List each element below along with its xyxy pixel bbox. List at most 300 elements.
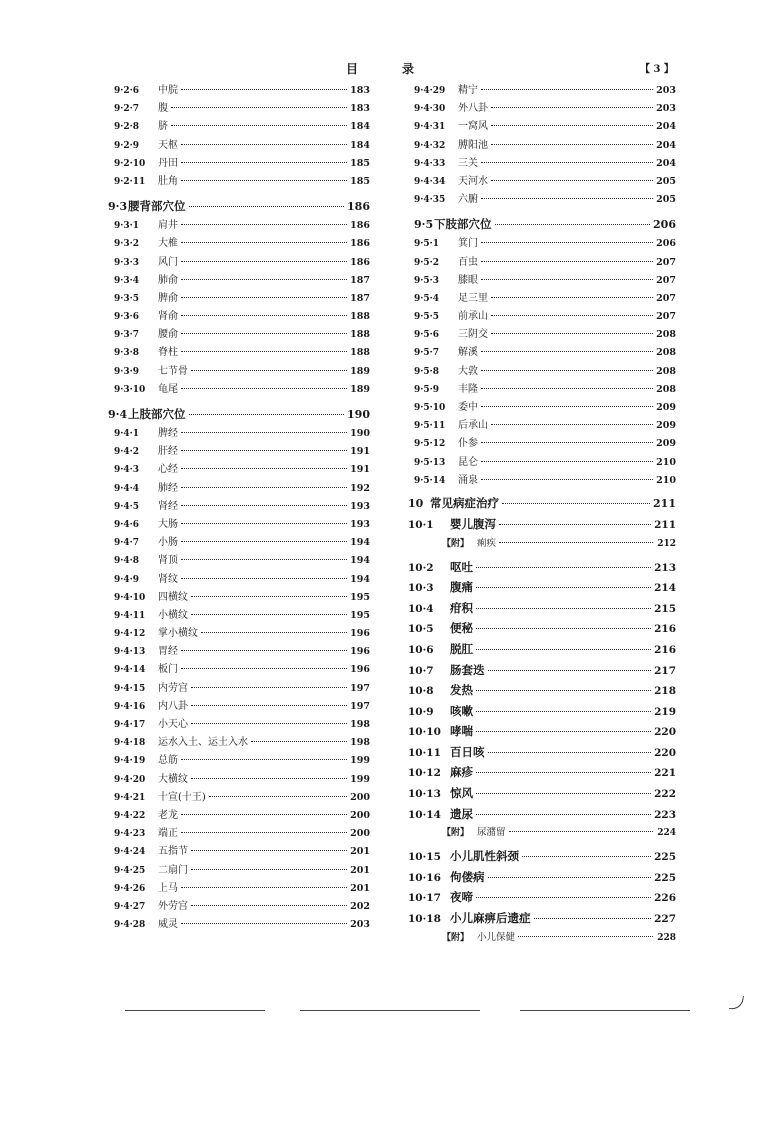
- toc-entry[interactable]: [108, 607, 370, 625]
- toc-entry-title: 大横纹: [158, 773, 188, 785]
- toc-entry-page: 196: [350, 646, 370, 658]
- toc-entry[interactable]: [408, 783, 676, 804]
- toc-entry-title: 仆参: [458, 438, 478, 450]
- toc-entry[interactable]: [408, 363, 676, 381]
- toc-entry-number: 9·3·6: [114, 312, 140, 323]
- toc-entry-number: 9·4·32: [414, 140, 446, 151]
- toc-entry-page: 187: [350, 292, 370, 304]
- toc-entry-number: 10·12: [408, 767, 441, 780]
- toc-entry-title: 昆仑: [458, 456, 478, 468]
- toc-entry-number: 9·3·3: [114, 257, 140, 268]
- toc-entry-number: 9·4·11: [114, 610, 146, 621]
- toc-leader-dots: [201, 632, 347, 633]
- toc-entry-title: 小肠: [158, 537, 178, 549]
- toc-entry-number: 10·15: [408, 851, 441, 864]
- toc-entry-page: 200: [350, 809, 370, 821]
- toc-entry-page: 201: [350, 882, 370, 894]
- toc-entry-number: 10·8: [408, 685, 434, 698]
- toc-leader-dots: [181, 541, 347, 542]
- toc-entry[interactable]: [108, 752, 370, 770]
- toc-entry-page: 199: [350, 755, 370, 767]
- toc-entry-number: 10·5: [408, 623, 434, 636]
- toc-entry[interactable]: [108, 326, 370, 344]
- toc-entry-page: 208: [656, 347, 676, 359]
- toc-leader-dots: [488, 752, 652, 753]
- toc-entry-number: 9·3·4: [114, 275, 140, 286]
- toc-leader-dots: [191, 370, 347, 371]
- toc-leader-dots: [476, 628, 651, 629]
- toc-entry[interactable]: [408, 82, 676, 100]
- toc-entry-number: 10·7: [408, 664, 434, 677]
- toc-entry-title: 小天心: [158, 719, 188, 730]
- toc-entry-number: 9·4·31: [414, 122, 446, 133]
- toc-entry-title: 婴儿腹泻: [450, 516, 496, 531]
- toc-entry-title: 解溪: [458, 347, 478, 359]
- toc-entry[interactable]: [108, 100, 370, 118]
- toc-entry[interactable]: [108, 680, 370, 698]
- toc-entry-number: 9·4·29: [414, 86, 446, 96]
- toc-entry[interactable]: [408, 639, 676, 660]
- toc-leader-dots: [181, 450, 347, 451]
- toc-entry-number: 9·4·30: [414, 104, 446, 115]
- toc-entry[interactable]: [408, 577, 676, 598]
- toc-leader-dots: [481, 461, 653, 462]
- toc-entry[interactable]: [408, 272, 676, 290]
- toc-entry-number: 9·3·7: [114, 330, 140, 341]
- toc-leader-dots: [481, 261, 653, 262]
- toc-entry[interactable]: [108, 403, 370, 425]
- toc-entry[interactable]: [408, 454, 676, 472]
- toc-entry-title: 龟尾: [158, 383, 178, 395]
- toc-leader-dots: [481, 279, 653, 280]
- toc-leader-dots: [181, 224, 347, 225]
- toc-entry-page: 193: [350, 500, 370, 512]
- toc-leader-dots: [495, 224, 651, 225]
- toc-entry-number: 9·3·9: [114, 366, 140, 377]
- toc-entry[interactable]: [408, 235, 676, 253]
- toc-entry-title: 十宣(十王): [158, 791, 206, 803]
- toc-leader-dots: [191, 850, 347, 851]
- toc-entry-title: 三关: [458, 157, 478, 169]
- toc-entry[interactable]: [408, 908, 676, 929]
- toc-entry[interactable]: [408, 191, 676, 209]
- toc-entry-page: 208: [656, 365, 676, 377]
- toc-entry-number: 9·5·5: [414, 312, 440, 323]
- toc-entry-number: 10·4: [408, 602, 434, 615]
- toc-entry-title: 肺俞: [158, 274, 178, 286]
- toc-entry[interactable]: [108, 789, 370, 807]
- toc-entry-title: 二扇门: [158, 864, 188, 876]
- toc-entry-number: 10·1: [408, 518, 434, 531]
- toc-entry-title: 麻疹: [450, 765, 473, 780]
- toc-entry-page: 205: [656, 194, 676, 206]
- toc-entry[interactable]: [108, 916, 370, 934]
- toc-entry-title: 心经: [158, 464, 178, 476]
- toc-leader-dots: [181, 279, 347, 280]
- toc-entry-page: 214: [654, 582, 676, 595]
- toc-entry[interactable]: [408, 118, 676, 136]
- toc-entry-number: 9·2·6: [114, 86, 140, 96]
- toc-entry-title: 一窝风: [458, 121, 488, 133]
- toc-leader-dots: [181, 887, 347, 888]
- toc-entry-title: 肚角: [158, 175, 178, 187]
- toc-leader-dots: [476, 711, 651, 712]
- toc-entry[interactable]: [408, 846, 676, 867]
- toc-leader-dots: [481, 242, 653, 243]
- toc-entry-page: 220: [654, 746, 676, 759]
- toc-entry-title: 天枢: [158, 139, 178, 151]
- toc-entry[interactable]: [408, 824, 676, 846]
- toc-entry[interactable]: [408, 213, 676, 235]
- toc-entry-page: 200: [350, 791, 370, 803]
- toc-entry[interactable]: [408, 344, 676, 362]
- toc-entry-number: 9·4·20: [114, 774, 146, 785]
- toc-entry[interactable]: [108, 716, 370, 734]
- toc-entry[interactable]: [108, 661, 370, 679]
- toc-entry-title: 小儿麻痹后遗症: [450, 911, 531, 926]
- toc-entry[interactable]: [408, 514, 676, 535]
- toc-entry-number: 10·9: [408, 705, 434, 718]
- toc-entry-title: 五指节: [158, 846, 188, 858]
- page-header: [0, 60, 759, 80]
- toc-entry[interactable]: [108, 589, 370, 607]
- toc-entry[interactable]: [108, 552, 370, 570]
- toc-entry-page: 189: [350, 365, 370, 377]
- toc-entry[interactable]: [108, 698, 370, 716]
- toc-entry-page: 225: [654, 871, 676, 884]
- toc-entry-title: 天河水: [458, 175, 488, 187]
- toc-entry-page: 188: [350, 311, 370, 323]
- toc-entry-page: 201: [350, 864, 370, 876]
- toc-entry[interactable]: [408, 326, 676, 344]
- toc-entry[interactable]: [108, 443, 370, 461]
- toc-entry-number: 9·4·18: [114, 738, 146, 749]
- toc-entry-title: 膝眼: [458, 274, 478, 286]
- toc-leader-dots: [476, 814, 651, 815]
- toc-entry-title: 内八卦: [158, 700, 188, 712]
- toc-entry[interactable]: [108, 344, 370, 362]
- toc-entry[interactable]: [108, 498, 370, 516]
- toc-entry-title: 胃经: [158, 646, 178, 658]
- toc-entry-page: 206: [656, 238, 676, 250]
- toc-entry-number: 10·6: [408, 643, 434, 656]
- toc-entry-page: 207: [656, 274, 676, 286]
- toc-entry-page: 223: [654, 808, 676, 821]
- toc-entry-title: 腹: [158, 103, 168, 115]
- toc-entry[interactable]: [408, 381, 676, 399]
- toc-entry[interactable]: [108, 425, 370, 443]
- toc-leader-dots: [181, 242, 347, 243]
- toc-entry-title: 腰俞: [158, 329, 178, 341]
- toc-leader-dots: [481, 89, 653, 90]
- toc-entry-number: 9·4·15: [114, 683, 146, 694]
- toc-entry-number: 9·4·27: [114, 901, 146, 912]
- toc-entry[interactable]: [408, 867, 676, 888]
- toc-leader-dots: [181, 487, 347, 488]
- toc-entry-page: 185: [350, 157, 370, 169]
- toc-entry-page: 191: [350, 464, 370, 476]
- toc-entry[interactable]: [408, 598, 676, 619]
- toc-entry-page: 227: [654, 913, 676, 926]
- toc-entry[interactable]: [108, 137, 370, 155]
- toc-entry-title: 运水入土、运土入水: [158, 737, 248, 749]
- toc-leader-dots: [481, 479, 653, 480]
- toc-entry[interactable]: [408, 290, 676, 308]
- toc-entry-page: 201: [350, 846, 370, 858]
- toc-entry-title: 后承山: [458, 420, 488, 432]
- toc-entry[interactable]: [108, 217, 370, 235]
- toc-leader-dots: [181, 559, 347, 560]
- toc-entry-page: 206: [653, 218, 676, 232]
- toc-entry-title: 外劳宫: [158, 900, 188, 912]
- toc-entry-title: 老龙: [158, 809, 178, 821]
- toc-entry-number: 9·4·24: [114, 847, 146, 858]
- toc-entry-page: 226: [654, 892, 676, 905]
- toc-entry-number: 10·17: [408, 892, 441, 905]
- toc-entry-title: 尿潴留: [477, 827, 506, 839]
- toc-entry[interactable]: [408, 100, 676, 118]
- toc-entry[interactable]: [408, 492, 676, 514]
- toc-entry-page: 200: [350, 828, 370, 840]
- toc-leader-dots: [181, 468, 347, 469]
- toc-entry[interactable]: [108, 308, 370, 326]
- toc-entry-title: 脐: [158, 121, 168, 133]
- toc-entry[interactable]: [108, 771, 370, 789]
- toc-entry-title: 肾俞: [158, 311, 178, 323]
- toc-entry[interactable]: [108, 862, 370, 880]
- toc-leader-dots: [191, 778, 347, 779]
- toc-entry[interactable]: [108, 643, 370, 661]
- toc-entry-title: 脊柱: [158, 347, 178, 359]
- toc-entry[interactable]: [408, 660, 676, 681]
- toc-leader-dots: [181, 505, 347, 506]
- toc-entry-page: 188: [350, 329, 370, 341]
- toc-entry[interactable]: [108, 807, 370, 825]
- toc-leader-dots: [491, 424, 653, 425]
- toc-entry-page: 194: [350, 555, 370, 567]
- toc-entry-number: 9·4·3: [114, 465, 140, 476]
- scan-artifact-line: [300, 1010, 480, 1011]
- toc-leader-dots: [476, 731, 651, 732]
- toc-entry-page: 196: [350, 664, 370, 676]
- toc-entry-page: 218: [654, 685, 676, 698]
- toc-entry-number: 9·5·12: [414, 439, 446, 450]
- toc-leader-dots: [181, 668, 347, 669]
- toc-entry[interactable]: [108, 480, 370, 498]
- toc-entry[interactable]: [408, 254, 676, 272]
- toc-entry-title: 肝经: [158, 446, 178, 458]
- toc-entry-title: 咳嗽: [450, 703, 473, 718]
- toc-entry-number: 9·5: [414, 218, 434, 232]
- toc-entry-title: 板门: [158, 664, 178, 676]
- toc-entry-title: 脱肛: [450, 641, 473, 656]
- toc-entry[interactable]: [408, 399, 676, 417]
- toc-entry-number: 9·4·21: [114, 792, 146, 803]
- toc-entry[interactable]: [108, 825, 370, 843]
- toc-entry[interactable]: [108, 461, 370, 479]
- toc-entry[interactable]: [108, 898, 370, 916]
- toc-entry-title: 箕门: [458, 238, 478, 250]
- toc-entry-number: 9·4: [108, 408, 128, 421]
- toc-entry[interactable]: [408, 804, 676, 825]
- toc-entry-page: 196: [350, 628, 370, 640]
- toc-entry[interactable]: [108, 534, 370, 552]
- toc-entry-page: 209: [656, 438, 676, 450]
- toc-entry-number: 9·2·9: [114, 140, 140, 151]
- toc-entry[interactable]: [108, 272, 370, 290]
- toc-entry-title: 七节骨: [158, 365, 188, 377]
- toc-entry[interactable]: [408, 417, 676, 435]
- toc-leader-dots: [476, 772, 651, 773]
- toc-entry[interactable]: [408, 701, 676, 722]
- toc-leader-dots: [534, 918, 652, 919]
- toc-entry-page: 211: [654, 518, 676, 531]
- toc-entry-title: 痢疾: [477, 537, 497, 549]
- toc-entry-number: 9·4·16: [114, 701, 146, 712]
- toc-leader-dots: [209, 796, 347, 797]
- toc-entry-number: 9·4·33: [414, 158, 446, 169]
- toc-entry-title: 小儿肌性斜颈: [450, 849, 519, 864]
- toc-entry[interactable]: [408, 680, 676, 701]
- toc-entry-page: 217: [654, 664, 676, 677]
- toc-entry[interactable]: [408, 535, 676, 557]
- toc-entry-page: 198: [350, 719, 370, 730]
- toc-leader-dots: [181, 832, 347, 833]
- toc-entry-page: 188: [350, 347, 370, 359]
- toc-entry-number: 9·5·14: [414, 475, 446, 486]
- toc-entry-page: 219: [654, 705, 676, 718]
- toc-entry-page: 213: [654, 561, 676, 574]
- toc-entry[interactable]: [408, 308, 676, 326]
- toc-entry-title: 中脘: [158, 85, 178, 96]
- toc-entry-page: 212: [657, 538, 676, 549]
- toc-entry[interactable]: [408, 929, 676, 951]
- toc-entry-page: 215: [654, 602, 676, 615]
- toc-entry-number: 9·4·25: [114, 865, 146, 876]
- toc-entry[interactable]: [108, 254, 370, 272]
- toc-leader-dots: [191, 869, 347, 870]
- toc-leader-dots: [499, 524, 651, 525]
- toc-entry-title: 夜啼: [450, 890, 473, 905]
- toc-entry[interactable]: [108, 363, 370, 381]
- toc-entry[interactable]: [108, 880, 370, 898]
- toc-leader-dots: [181, 89, 347, 90]
- toc-entry-number: 10·18: [408, 913, 441, 926]
- toc-entry[interactable]: [408, 137, 676, 155]
- toc-entry-tag: 【附】: [442, 828, 470, 839]
- toc-leader-dots: [191, 596, 347, 597]
- toc-entry-title: 肩井: [158, 220, 178, 232]
- toc-entry-number: 9·3·8: [114, 348, 140, 359]
- toc-entry-number: 10·16: [408, 871, 441, 884]
- toc-entry-title: 足三里: [458, 292, 488, 304]
- toc-entry-number: 9·4·8: [114, 556, 140, 567]
- toc-entry-title: 惊风: [450, 786, 473, 801]
- toc-entry[interactable]: [108, 173, 370, 191]
- toc-entry-page: 209: [656, 402, 676, 413]
- toc-entry-title: 下肢部穴位: [434, 217, 492, 232]
- toc-entry[interactable]: [408, 887, 676, 908]
- toc-entry-page: 204: [656, 157, 676, 169]
- toc-entry-title: 大椎: [158, 238, 178, 250]
- toc-entry-number: 9·5·6: [414, 330, 440, 341]
- toc-entry-number: 9·5·3: [414, 275, 440, 286]
- toc-entry[interactable]: [108, 118, 370, 136]
- toc-entry[interactable]: [108, 82, 370, 100]
- toc-entry[interactable]: [108, 734, 370, 752]
- toc-entry-title: 肺经: [158, 482, 178, 494]
- toc-entry-page: 220: [654, 726, 676, 739]
- toc-entry-number: 9·4·34: [414, 176, 446, 187]
- toc-entry-tag: 【附】: [442, 538, 470, 549]
- toc-entry-number: 9·4·23: [114, 829, 146, 840]
- toc-entry-number: 9·4·35: [414, 195, 446, 206]
- toc-entry-tag: 【附】: [442, 932, 470, 943]
- toc-leader-dots: [476, 897, 651, 898]
- toc-entry[interactable]: [408, 173, 676, 191]
- toc-entry-page: 225: [654, 851, 676, 864]
- toc-leader-dots: [491, 297, 653, 298]
- toc-entry[interactable]: [108, 235, 370, 253]
- toc-entry[interactable]: [108, 381, 370, 399]
- toc-leader-dots: [181, 351, 347, 352]
- toc-entry[interactable]: [408, 557, 676, 578]
- toc-entry-title: 总筋: [158, 755, 178, 767]
- toc-entry[interactable]: [108, 843, 370, 861]
- toc-entry-page: 228: [657, 932, 676, 943]
- toc-entry[interactable]: [108, 155, 370, 173]
- toc-leader-dots: [181, 261, 347, 262]
- toc-entry[interactable]: [408, 762, 676, 783]
- toc-entry-number: 10·2: [408, 561, 434, 574]
- toc-entry[interactable]: [408, 742, 676, 763]
- toc-leader-dots: [476, 690, 651, 691]
- toc-entry-title: 大肠: [158, 518, 178, 530]
- toc-leader-dots: [181, 144, 347, 145]
- toc-entry[interactable]: [408, 618, 676, 639]
- toc-entry[interactable]: [408, 472, 676, 490]
- toc-entry-title: 小儿保健: [477, 931, 516, 943]
- toc-entry-page: 221: [654, 767, 676, 780]
- toc-entry-title: 精宁: [458, 85, 478, 96]
- toc-entry-number: 9·2·7: [114, 104, 140, 115]
- toc-entry[interactable]: [408, 435, 676, 453]
- toc-entry-number: 9·4·5: [114, 501, 140, 512]
- toc-entry-number: 9·5·9: [414, 384, 440, 395]
- toc-entry-number: 9·5·4: [414, 293, 440, 304]
- toc-leader-dots: [191, 705, 347, 706]
- toc-leader-dots: [189, 206, 345, 207]
- toc-entry[interactable]: [108, 290, 370, 308]
- toc-entry[interactable]: [108, 625, 370, 643]
- toc-entry-number: 10·14: [408, 808, 441, 821]
- toc-entry-page: 222: [654, 788, 676, 801]
- toc-entry[interactable]: [108, 571, 370, 589]
- toc-entry[interactable]: [408, 721, 676, 742]
- toc-entry-page: 193: [350, 518, 370, 530]
- toc-entry[interactable]: [408, 155, 676, 173]
- toc-entry-page: 183: [350, 85, 370, 96]
- toc-entry-title: 小横纹: [158, 609, 188, 621]
- toc-entry[interactable]: [108, 516, 370, 534]
- toc-entry-page: 208: [656, 383, 676, 395]
- toc-leader-dots: [251, 741, 347, 742]
- toc-entry-number: 9·3·2: [114, 239, 140, 250]
- toc-entry-title: 肠套迭: [450, 662, 485, 677]
- toc-entry-page: 186: [350, 256, 370, 268]
- toc-leader-dots: [488, 670, 652, 671]
- toc-entry[interactable]: [108, 195, 370, 217]
